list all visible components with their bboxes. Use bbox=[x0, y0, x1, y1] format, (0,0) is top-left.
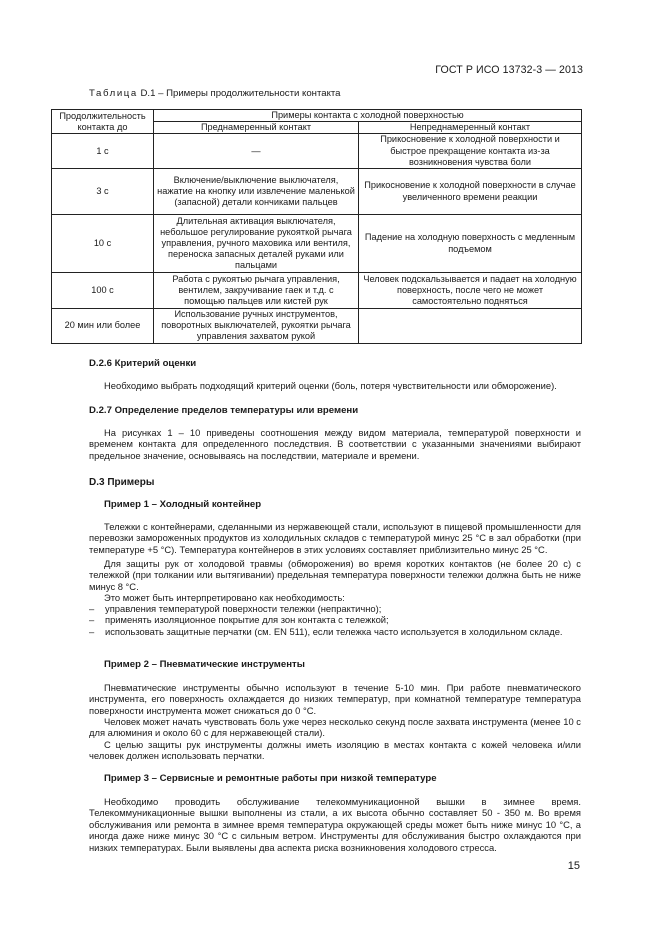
document-header: ГОСТ Р ИСО 13732-3 — 2013 bbox=[435, 64, 583, 76]
cell-unintentional: Прикосновение к холодной поверхности и быстрое прекращение контакта из-за возникновения чувства боли bbox=[359, 134, 582, 169]
cell-duration: 1 с bbox=[52, 134, 154, 169]
cell-intentional: Работа с рукоятью рычага управления, вентилем, закручивание гаек и т.д. с помощью пальцев или кистей рук bbox=[154, 273, 359, 309]
table-caption bbox=[89, 88, 341, 99]
table-row bbox=[52, 273, 582, 309]
cell-unintentional bbox=[359, 309, 582, 344]
section-title-d3: D.3 Примеры bbox=[89, 477, 155, 488]
cell-unintentional: Падение на холодную поверхность с медленным подъемом bbox=[359, 215, 582, 273]
table-row bbox=[52, 309, 582, 344]
contact-duration-table bbox=[51, 109, 582, 344]
cell-unintentional: Прикосновение к холодной поверхности в случае увеличенного времени реакции bbox=[359, 169, 582, 215]
example1-paragraph-2: Для защиты рук от холодовой травмы (обморожения) во время коротких контактов (не более 20 с) с тележкой (при толкании или вытягивании) предельная температура поверхности тележки должна быть не ниже минус 8 °С. bbox=[89, 558, 581, 592]
example3-paragraph-1: Необходимо проводить обслуживание телекоммуникационной вышки в зимнее время. Телекоммуникационные вышки выполнены из стали, а их высота обычно составляет 50 - 350 м. Во время обслуживания или ремонта в зимнее время температура окружающей среды может быть ниже минус 10 °С, а иногда даже ниже минус 30 °С с сильным ветром. Инструменты для обслуживания быстро охлаждаются при низких температурах. Были выявлены два аспекта риска возникновения холодового стресса. bbox=[89, 796, 581, 853]
example1-list-item: – применять изоляционное покрытие для зон контакта с тележкой; bbox=[89, 614, 389, 625]
cell-duration: 100 с bbox=[52, 273, 154, 309]
cell-intentional: Использование ручных инструментов, поворотных выключателей, рукоятки рычага управления захватом рукой bbox=[154, 309, 359, 344]
d26-paragraph: Необходимо выбрать подходящий критерий оценки (боль, потеря чувствительности или обморожение). bbox=[104, 380, 557, 391]
cell-intentional: Включение/выключение выключателя, нажатие на кнопку или извлечение маленькой (запасной) детали кончиками пальцев bbox=[154, 169, 359, 215]
example2-paragraph-3: С целью защиты рук инструменты должны иметь изоляцию в местах контакта с кожей человека и/или человек должен использовать перчатки. bbox=[89, 739, 581, 762]
example2-paragraph-1: Пневматические инструменты обычно используют в течение 5-10 мин. При работе пневматического инструмента, его поверхность охлаждается до низких температур, при комнатной температуре температура поверхности инструмента может снижаться до 0 °С. bbox=[89, 682, 581, 716]
section-title-d27: D.2.7 Определение пределов температуры или времени bbox=[89, 405, 359, 416]
table-caption-text: D.1 – Примеры продолжительности контакта bbox=[137, 88, 341, 99]
list-item-text: управления температурой поверхности тележки (непрактично); bbox=[105, 603, 382, 614]
header-intentional: Преднамеренный контакт bbox=[154, 122, 359, 134]
table-row bbox=[52, 134, 582, 169]
cell-unintentional: Человек подскальзывается и падает на холодную поверхность, после чего не может самостоятельно подняться bbox=[359, 273, 582, 309]
list-item-text: применять изоляционное покрытие для зон контакта с тележкой; bbox=[105, 614, 389, 625]
cell-intentional: Длительная активация выключателя, небольшое регулирование рукояткой рычага управления, ручного маховика или вентиля, переноска запасных деталей руками или пальцами bbox=[154, 215, 359, 273]
table-caption-prefix: Таблица bbox=[89, 88, 138, 99]
section-title-d26: D.2.6 Критерий оценки bbox=[89, 358, 197, 369]
example3-title: Пример 3 – Сервисные и ремонтные работы при низкой температуре bbox=[104, 773, 437, 784]
cell-intentional: — bbox=[154, 134, 359, 169]
example1-paragraph-1: Тележки с контейнерами, сделанными из нержавеющей стали, используют в пищевой промышленности для перевозки замороженных продуктов из холодильных складов с температурой минус 25 °С в зал обработки (при температуре +5 °С). Температура контейнеров в этих условиях составляет приблизительно минус 25 °С. bbox=[89, 521, 581, 555]
example2-paragraph-2: Человек может начать чувствовать боль уже через несколько секунд после захвата инструмента (менее 10 с для алюминия и около 60 с для нержавеющей стали). bbox=[89, 716, 581, 739]
header-duration: Продолжительность контакта до bbox=[52, 110, 154, 134]
header-group: Примеры контакта с холодной поверхностью bbox=[154, 110, 582, 122]
d27-paragraph: На рисунках 1 – 10 приведены соотношения между видом материала, температурой поверхности и временем контакта для определенного последствия. В соответствии с указанными значениями выбирают предельное значение, основываясь на последствии, материале и времени. bbox=[89, 427, 581, 461]
cell-duration: 3 с bbox=[52, 169, 154, 215]
header-unintentional: Непреднамеренный контакт bbox=[359, 122, 582, 134]
example1-title: Пример 1 – Холодный контейнер bbox=[104, 499, 262, 510]
example1-list-item: – использовать защитные перчатки (см. EN 511), если тележка часто используется в холодильном складе. bbox=[89, 626, 563, 637]
page-number: 15 bbox=[567, 860, 580, 872]
cell-duration: 20 мин или более bbox=[52, 309, 154, 344]
table-row bbox=[52, 169, 582, 215]
example2-title: Пример 2 – Пневматические инструменты bbox=[104, 659, 305, 670]
list-item-text: использовать защитные перчатки (см. EN 511), если тележка часто используется в холодильном складе. bbox=[105, 626, 563, 637]
cell-duration: 10 с bbox=[52, 215, 154, 273]
example1-paragraph-3: Это может быть интерпретировано как необходимость: bbox=[104, 592, 345, 603]
table-row bbox=[52, 215, 582, 273]
example1-list-item: – управления температурой поверхности тележки (непрактично); bbox=[89, 603, 382, 614]
